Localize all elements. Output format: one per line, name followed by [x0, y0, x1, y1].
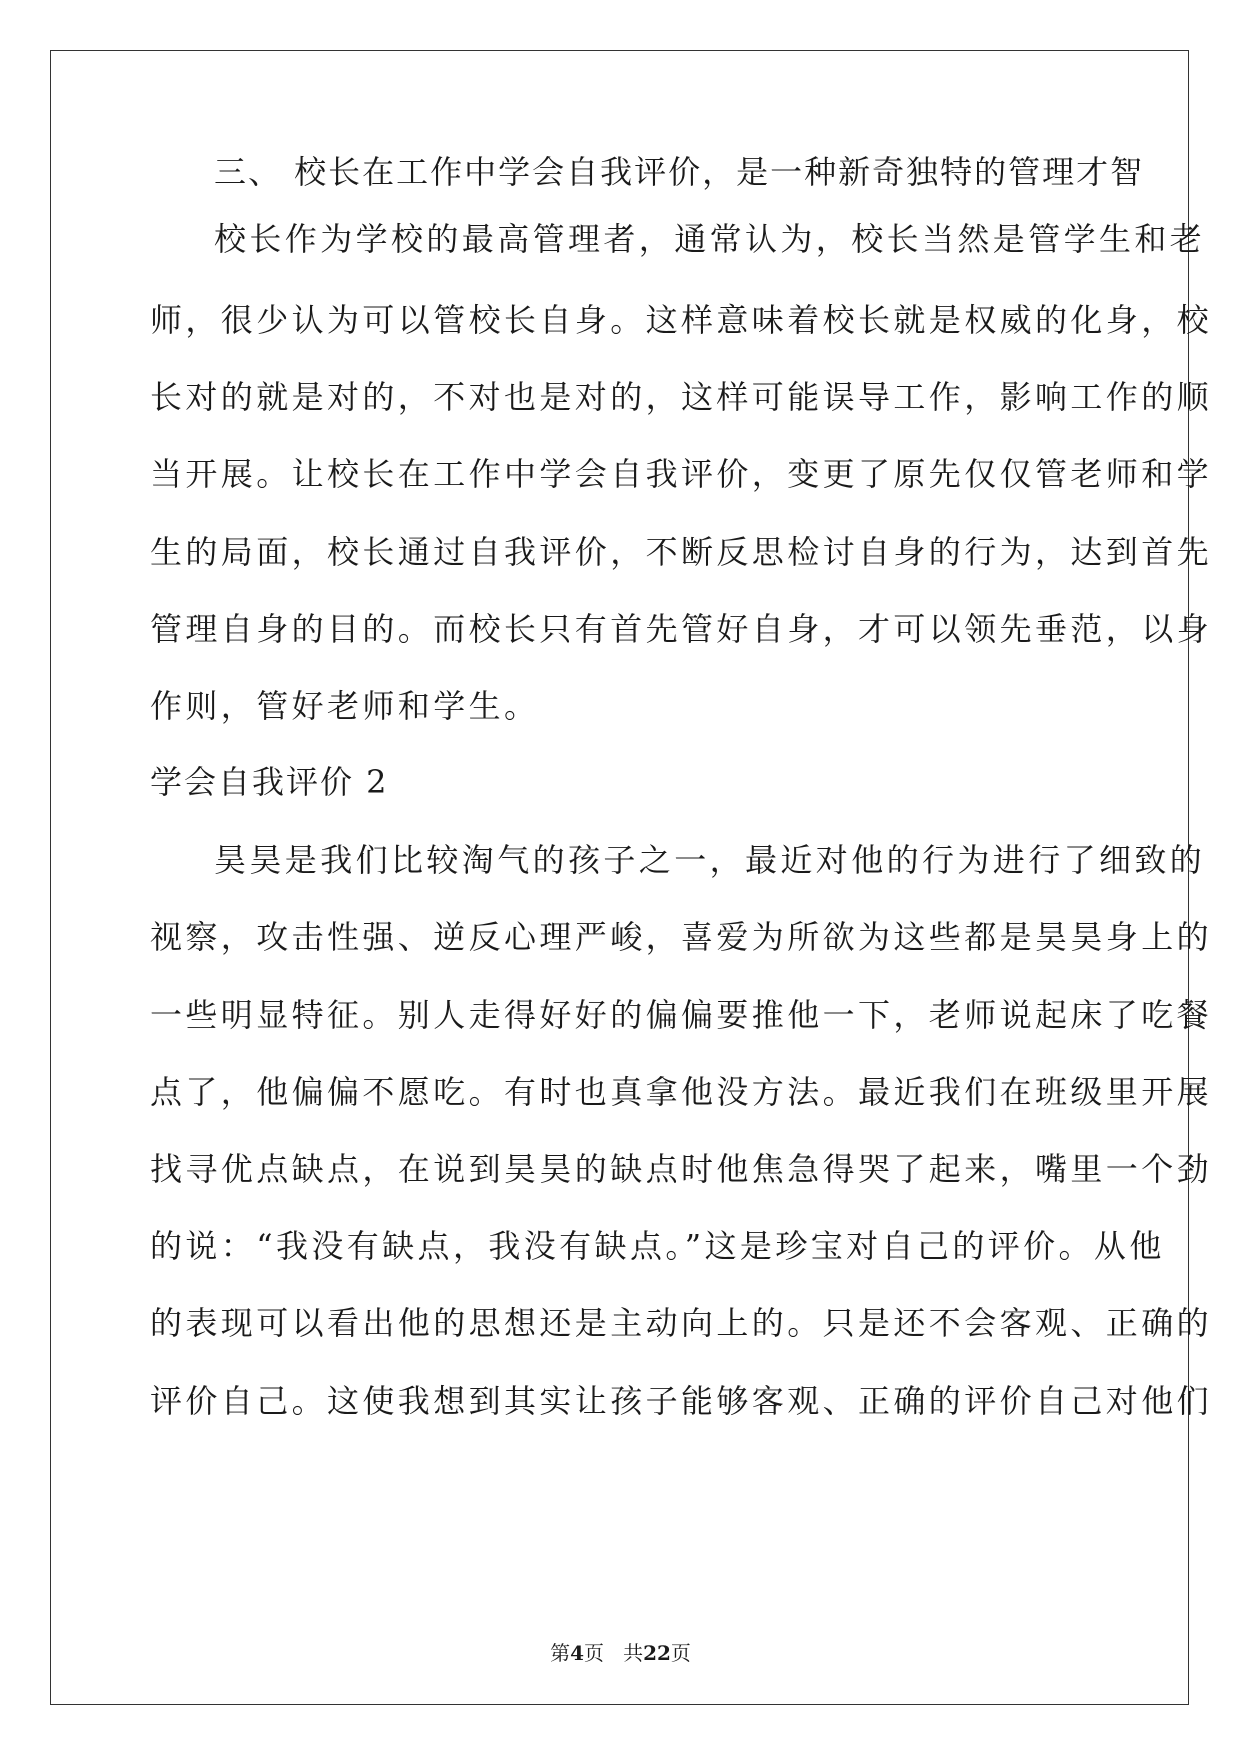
- article-title: 学会自我评价 2: [150, 763, 389, 801]
- page-footer: [0, 1640, 1241, 1666]
- paragraph-line: 点了，他偏偏不愿吃。有时也真拿他没方法。最近我们在班级里开展: [150, 1073, 1213, 1111]
- footer-total-prefix: 共: [623, 1641, 644, 1665]
- paragraph-line: 管理自身的目的。而校长只有首先管好自身，才可以领先垂范，以身: [150, 610, 1213, 648]
- paragraph-line: 的表现可以看出他的思想还是主动向上的。只是还不会客观、正确的: [150, 1304, 1213, 1342]
- paragraph-line: 校长作为学校的最高管理者，通常认为，校长当然是管学生和老: [214, 220, 1206, 258]
- paragraph-line: 作则，管好老师和学生。: [150, 687, 540, 725]
- paragraph-line: 评价自己。这使我想到其实让孩子能够客观、正确的评价自己对他们: [150, 1382, 1213, 1420]
- paragraph-line: 师，很少认为可以管校长自身。这样意味着校长就是权威的化身，校: [150, 301, 1213, 339]
- section-heading: 三、 校长在工作中学会自我评价，是一种新奇独特的管理才智: [214, 153, 1145, 191]
- paragraph-line: 当开展。让校长在工作中学会自我评价，变更了原先仅仅管老师和学: [150, 455, 1213, 493]
- paragraph-line: 生的局面，校长通过自我评价，不断反思检讨自身的行为，达到首先: [150, 533, 1213, 571]
- footer-prefix: 第: [550, 1641, 571, 1665]
- footer-page-number: 4: [570, 1641, 584, 1665]
- footer-total-suffix: 页: [670, 1641, 691, 1665]
- footer-total-pages: 22: [643, 1641, 671, 1665]
- paragraph-line: 长对的就是对的，不对也是对的，这样可能误导工作，影响工作的顺: [150, 378, 1213, 416]
- paragraph-line: 视察，攻击性强、逆反心理严峻，喜爱为所欲为这些都是昊昊身上的: [150, 918, 1213, 956]
- paragraph-line: 找寻优点缺点，在说到昊昊的缺点时他焦急得哭了起来，嘴里一个劲: [150, 1150, 1213, 1188]
- paragraph-line: 一些明显特征。别人走得好好的偏偏要推他一下，老师说起床了吃餐: [150, 996, 1213, 1034]
- footer-page-suffix: 页: [584, 1641, 604, 1665]
- paragraph-line: 昊昊是我们比较淘气的孩子之一，最近对他的行为进行了细致的: [214, 841, 1206, 879]
- paragraph-line: 的说：“我没有缺点，我没有缺点。”这是珍宝对自己的评价。从他: [150, 1227, 1165, 1265]
